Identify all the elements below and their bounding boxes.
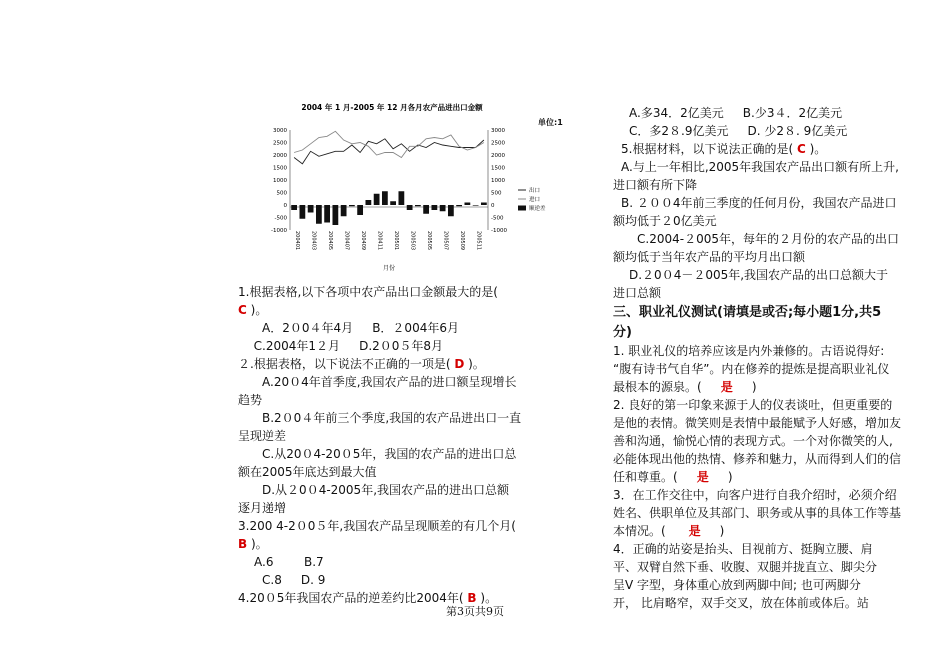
x-tick-label: 200503	[409, 231, 416, 251]
option-a: A.多34．2亿美元	[629, 106, 724, 120]
option-c: C.2004年1２月	[253, 339, 341, 353]
question-4-end: )。	[480, 591, 498, 605]
question-5-end: )。	[809, 142, 827, 156]
answer-3: B	[238, 537, 248, 551]
option-c-line1: C.从20０4-20０5年，我国的农产品的进出口总	[262, 447, 517, 461]
question-2-text: ２.根据表格，以下说法不正确的一项是(	[238, 357, 451, 371]
export-series-line	[294, 139, 484, 164]
option-d-line2: 逐月递增	[238, 501, 287, 515]
left-y-tick: 1000	[273, 178, 287, 184]
x-tick-label: 200509	[459, 231, 466, 251]
x-axis-label: 月份	[382, 265, 396, 272]
option-b-line1: B.2０0４年前三个季度,我国的农产品进出口一直	[262, 411, 522, 425]
balance-bar	[481, 203, 487, 206]
item-2-line5	[613, 468, 911, 486]
right-y-axis	[491, 128, 507, 234]
balance-bar	[382, 191, 388, 205]
x-tick-label: 200405	[327, 231, 334, 251]
item-1-end: )	[751, 380, 757, 394]
item-4-line3: 呈V 字型，身体重心放到两脚中间; 也可两脚分	[613, 578, 861, 592]
option-d: D. 9	[300, 573, 326, 587]
item-1-line2: “腹有诗书气自华”。内在修养的提炼是提高职业礼仪	[613, 362, 890, 376]
balance-bar	[341, 205, 347, 216]
question-2-end: )。	[468, 357, 485, 371]
question-5	[613, 140, 911, 158]
section-3-title: 三、职业礼仪测试(请填是或否;每小题1分,共5	[613, 305, 882, 320]
left-y-axis	[271, 128, 287, 234]
item-3-text: 本情况。(	[613, 524, 666, 538]
item-2-line3: 善和沟通，愉悦心情的表现方式。一个对你微笑的人,	[613, 434, 893, 448]
left-y-tick: 0	[283, 203, 287, 209]
option-b: B．２004年6月	[372, 321, 459, 335]
item-2-line2: 是他的表情。微笑则是表情中最能赋予人好感，增加友	[613, 416, 902, 430]
question-1-options-cd	[238, 337, 550, 355]
question-3-options-ab	[238, 553, 550, 571]
answer-item-2: 是	[696, 470, 709, 484]
right-y-tick: 1500	[491, 165, 505, 172]
left-y-tick: 1500	[273, 165, 287, 172]
option-b-line2: 额均低于２0亿美元	[613, 214, 717, 228]
question-3-answer-line	[238, 535, 550, 553]
option-a-line1: A.与上一年相比,2005年我国农产品出口额有所上升,	[621, 160, 899, 174]
balance-bar	[448, 205, 454, 216]
question-4-options-ab	[613, 104, 911, 122]
option-c-line2: 额均低于当年农产品的平均月出口额	[613, 250, 806, 264]
item-4-line4: 开， 比肩略窄，双手交叉，放在体前或体后。站	[613, 596, 869, 610]
x-tick-label: 200501	[393, 231, 400, 251]
balance-bar	[407, 205, 413, 210]
balance-bar	[316, 205, 322, 224]
item-3-line1: 3．在工作交往中，向客户进行自我介绍时，必须介绍	[613, 488, 897, 502]
left-column	[238, 283, 550, 607]
answer-1: C	[238, 303, 247, 317]
question-1	[238, 283, 550, 301]
chart-title: 2004 年 1 月-2005 年 12 月各月农产品进出口金额	[301, 103, 483, 112]
balance-bar	[431, 205, 437, 210]
balance-bar	[423, 205, 429, 214]
option-d: D.2０0５年8月	[359, 339, 444, 353]
answer-5: C	[796, 142, 806, 156]
balance-bar	[398, 191, 404, 205]
right-y-tick: -500	[491, 215, 504, 222]
left-y-tick: 2000	[273, 153, 287, 159]
balance-bar	[440, 205, 446, 211]
chart-legend	[518, 186, 546, 212]
right-y-tick: 0	[491, 203, 495, 209]
option-a-line2: 趋势	[238, 393, 263, 407]
balance-bar	[299, 205, 305, 219]
balance-bar	[464, 203, 470, 206]
option-b: B.少3４．2亿美元	[742, 106, 843, 120]
question-1-options-ab	[238, 319, 550, 337]
x-tick-label: 200507	[442, 231, 449, 251]
answer-item-1: 是	[720, 380, 733, 394]
item-4-line2: 平、双臂自然下垂、收腹、双腿并拢直立、脚尖分	[613, 560, 878, 574]
page-footer: 第3页共9页	[446, 605, 504, 618]
balance-bar	[473, 205, 479, 206]
legend-label: 出口	[529, 188, 541, 194]
option-d-line1: D.２0０4－２005年,我国农产品的出口总额大于	[629, 268, 889, 282]
option-c-line2: 额在2005年底达到最大值	[238, 465, 377, 479]
left-y-tick: -500	[274, 215, 287, 222]
item-2-line4: 必能体现出他的热情、修养和魅力，从而得到人们的信	[613, 452, 902, 466]
x-axis-ticks	[294, 231, 482, 250]
answer-item-3: 是	[688, 524, 701, 538]
question-1-text: 1.根据表格,以下各项中农产品出口金额最大的是(	[238, 285, 498, 299]
option-b-line2: 呈现逆差	[238, 429, 287, 443]
left-y-tick: 500	[276, 190, 287, 197]
question-4-options-cd	[613, 122, 911, 140]
item-2-text: 任和尊重。(	[613, 470, 678, 484]
answer-4: B	[467, 591, 477, 605]
balance-bar	[291, 205, 297, 210]
balance-bar	[365, 200, 371, 205]
x-tick-label: 200505	[426, 231, 433, 251]
x-tick-label: 200511	[475, 231, 482, 251]
item-3-line2: 姓名、供职单位及其部门、职务或从事的具体工作等基	[613, 506, 902, 520]
item-1-text: 最根本的源泉。(	[613, 380, 702, 394]
right-column	[613, 104, 911, 612]
question-1-answer-line	[238, 301, 550, 319]
option-a: A.6	[254, 555, 274, 569]
x-tick-label: 200409	[360, 231, 367, 251]
item-4-line1: 4．正确的站姿是抬头、目视前方、挺胸立腰、肩	[613, 542, 873, 556]
option-a-line1: A.20０4年首季度,我国农产品的进口额呈现增长	[262, 375, 517, 389]
balance-bar	[456, 205, 462, 206]
question-3	[238, 517, 550, 535]
item-1-line3	[613, 378, 911, 396]
item-3-end: )	[719, 524, 725, 538]
x-tick-label: 200403	[310, 231, 317, 251]
question-1-end: )。	[250, 303, 268, 317]
balance-bar	[390, 201, 396, 205]
balance-bar	[415, 205, 421, 206]
answer-2: D	[454, 357, 465, 371]
x-tick-label: 200401	[294, 231, 301, 251]
item-1-line1: 1. 职业礼仪的培养应该是内外兼修的。古语说得好:	[613, 344, 885, 358]
left-y-tick: 2500	[273, 140, 287, 147]
balance-bar	[324, 205, 330, 223]
question-2	[238, 355, 550, 373]
import-export-chart	[262, 100, 562, 275]
option-b: B.7	[303, 555, 324, 569]
left-y-tick: 3000	[273, 128, 287, 134]
option-c-line1: C.2004-２005年，每年的２月份的农产品的出口	[637, 232, 899, 246]
option-b-line1: B. ２００4年前三季度的任何月份，我国农产品进口	[621, 196, 897, 210]
option-c: C.8	[262, 573, 282, 587]
balance-bar	[308, 205, 314, 213]
option-d-line2: 进口总额	[613, 286, 662, 300]
item-2-line1: 2. 良好的第一印象来源于人的仪表谈吐，但更重要的	[613, 398, 893, 412]
legend-swatch	[518, 206, 526, 211]
question-5-text: 5.根据材料，以下说法正确的是(	[621, 142, 794, 156]
balance-bar	[357, 205, 363, 215]
right-y-tick: 2000	[491, 153, 505, 159]
x-tick-label: 200407	[343, 231, 350, 251]
option-d: D. 少2８. 9亿美元	[747, 124, 848, 138]
balance-bar	[374, 194, 380, 205]
right-y-tick: 3000	[491, 128, 505, 134]
question-3-end: )。	[250, 537, 268, 551]
balance-bars	[291, 191, 487, 225]
question-4-text: 4.20０5年我国农产品的逆差约比2004年(	[238, 591, 464, 605]
x-tick-label: 200411	[376, 231, 383, 251]
option-a: A．2０0４年4月	[262, 321, 354, 335]
section-3-title-cont: 分)	[613, 325, 632, 340]
right-y-tick: -1000	[491, 228, 507, 234]
item-3-line3	[613, 522, 911, 540]
right-y-tick: 2500	[491, 140, 505, 147]
chart-unit-label: 单位:1	[538, 118, 563, 127]
balance-bar	[332, 205, 338, 225]
item-2-end: )	[727, 470, 733, 484]
legend-label: 顺逆差	[529, 206, 546, 212]
question-3-text: 3.200 4-2０0５年,我国农产品呈现顺差的有几个月(	[238, 519, 516, 533]
option-d-line1: D.从２0０4-2005年,我国农产品的进出口总额	[262, 483, 510, 497]
legend-label: 进口	[529, 197, 541, 203]
right-y-tick: 500	[491, 190, 502, 197]
question-3-options-cd	[238, 571, 550, 589]
left-y-tick: -1000	[271, 228, 287, 234]
option-c: C．多2８.9亿美元	[629, 124, 729, 138]
balance-bar	[349, 205, 355, 206]
right-y-tick: 1000	[491, 178, 505, 184]
option-a-line2: 进口额有所下降	[613, 178, 698, 192]
